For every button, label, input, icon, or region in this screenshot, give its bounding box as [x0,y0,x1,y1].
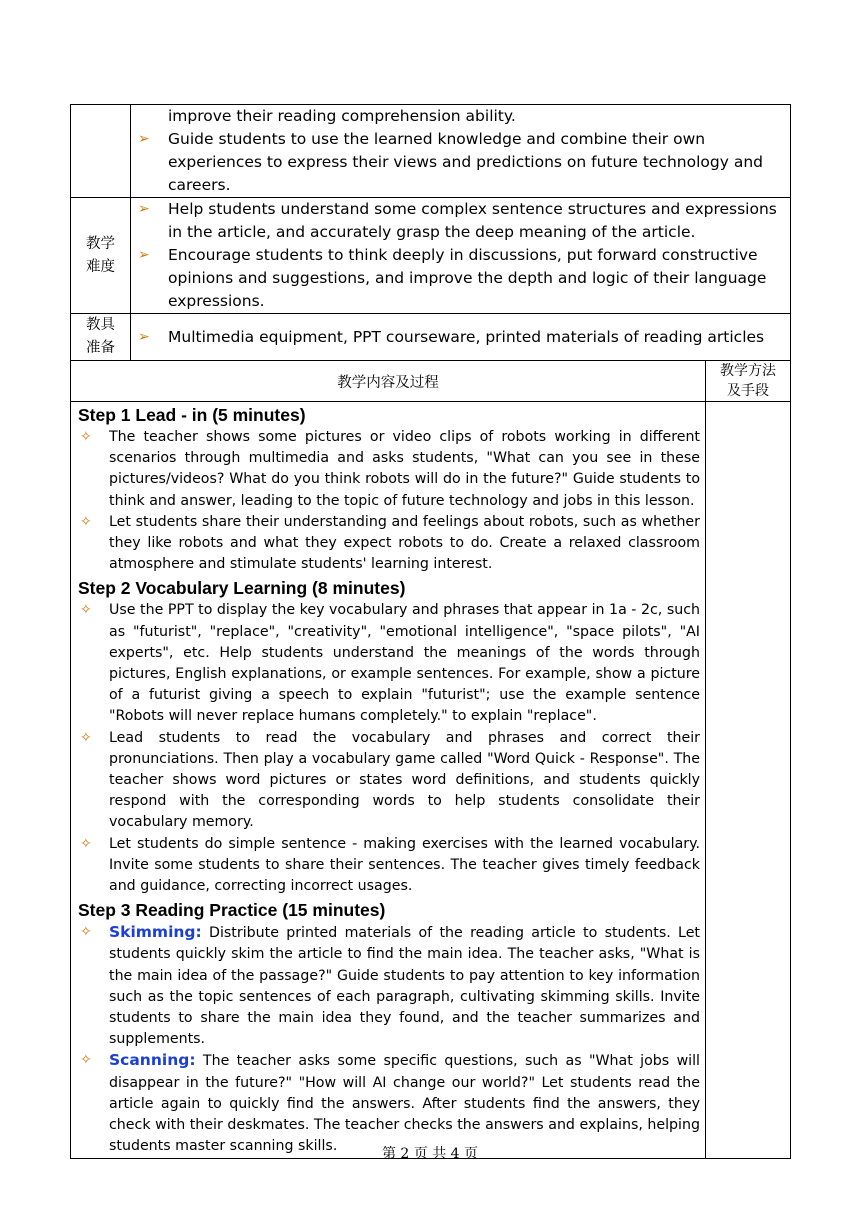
step-block [78,577,700,897]
objectives-content-cell [131,105,791,198]
arrow-bullet-icon: ➢ [138,328,150,345]
lesson-plan-table [70,104,791,1159]
preparation-label-line1: 教具 [86,317,115,333]
step-title: Step 1 Lead - in (5 minutes) [78,405,306,425]
step-item-text: Let students share their understanding and feelings about robots, such as whether they like robots and what they expect robots to do. Create a relaxed classroom atmosphere and stimulate students' learning interest. [109,513,700,573]
objectives-label-cell [71,105,131,198]
preparation-item-text: Multimedia equipment, PPT courseware, printed materials of reading articles [168,327,765,346]
step-item-text: Distribute printed materials of the reading article to students. Let students quickly skim the article to find the main idea. The teacher asks, "What is the main idea of the passage?" Guide students to pay attention to key information such as the topic sentences of each paragraph, cultivating skimming skills. Invite students to share the main idea they found, and the teacher summarizes and supplements. [109,925,700,1048]
objectives-row [71,105,791,198]
page-footer: 第 2 页 共 4 页 [381,1146,479,1162]
difficulties-content-cell [131,198,791,314]
diamond-bullet-icon: ✧ [80,602,92,619]
difficulties-label-cell [71,198,131,314]
diamond-bullet-icon: ✧ [80,1052,92,1069]
difficulties-row [71,198,791,314]
diamond-bullet-icon: ✧ [80,429,92,445]
step-item [78,512,700,576]
method-header-line2: 及手段 [727,383,769,399]
process-title: 教学内容及过程 [71,361,706,402]
difficulties-label-line1: 教学 [86,235,115,252]
step-item [78,922,700,1050]
process-header-row [71,361,791,402]
step-item-text: Use the PPT to display the key vocabulary and phrases that appear in 1a - 2c, such as "futurist", "replace", "creativity", "emotional intelligence", "space pilots", "AI experts", etc. Help students understand the meanings of the words through pictures, English explanations, or example sentences. For example, show a picture of a futurist giving a speech to explain "futurist"; use the example sentence "Robots will never replace humans completely." to explain "replace". [109,602,700,725]
method-content-cell [706,402,791,1159]
objectives-continuation-text: improve their reading comprehension ability. [168,107,516,125]
preparation-item [131,326,790,349]
step-block [78,899,700,1157]
diamond-bullet-icon: ✧ [80,835,92,852]
method-header [706,361,791,402]
step-title: Step 3 Reading Practice (15 minutes) [78,900,386,921]
step-title: Step 2 Vocabulary Learning (8 minutes) [78,578,406,599]
step-item-keyword: Scanning: [109,1051,196,1070]
preparation-content-cell [131,314,791,361]
difficulties-item [131,244,790,313]
step-item-text: The teacher asks some specific questions, such as "What jobs will disappear in the future?" "How will AI change our world?" Let students read the article again to quickly find the answers. After students find the answers, they check with their deskmates. The teacher checks the answers and explains, helping students master scanning skills. [109,1053,700,1155]
step-item-keyword: Skimming: [109,923,202,942]
step-item [78,1050,700,1157]
diamond-bullet-icon: ✧ [80,729,92,746]
arrow-bullet-icon: ➢ [138,201,150,217]
arrow-bullet-icon: ➢ [138,247,150,263]
difficulties-item-text: Help students understand some complex sentence structures and expressions in the article, and accurately grasp the deep meaning of the article. [168,200,777,241]
arrow-bullet-icon: ➢ [138,131,150,147]
difficulties-label-line2: 难度 [86,258,115,275]
step-item [78,427,700,512]
objectives-item [131,128,790,197]
step-item [78,728,700,834]
process-content-row [71,402,791,1159]
step-item-text: Lead students to read the vocabulary and phrases and correct their pronunciations. Then play a vocabulary game called "Word Quick - Response". The teacher shows word pictures or states word definitions, and students quickly respond with the corresponding words to help students consolidate their vocabulary memory. [109,729,700,831]
preparation-label-cell [71,314,131,361]
diamond-bullet-icon: ✧ [80,513,92,530]
preparation-row [71,314,791,361]
step-item [78,834,700,898]
step-item-text: The teacher shows some pictures or video clips of robots working in different scenarios through multimedia and asks students, "What can you see in these pictures/videos? What do you think robots will do in the future?" Guide students to think and answer, leading to the topic of future technology and jobs in this lesson. [109,429,700,509]
step-block [78,404,700,575]
step-item-text: Let students do simple sentence - making exercises with the learned vocabulary. Invite some students to share their sentences. The teacher gives timely feedback and guidance, correcting incorrect usages. [109,835,700,895]
process-content-cell [71,402,706,1159]
step-item [78,600,700,727]
objectives-item-text: Guide students to use the learned knowledge and combine their own experiences to express their views and predictions on future technology and careers. [168,130,763,194]
difficulties-item [131,198,790,244]
preparation-label-line2: 准备 [86,340,115,356]
difficulties-item-text: Encourage students to think deeply in discussions, put forward constructive opinions and suggestions, and improve the depth and logic of their language expressions. [168,246,767,310]
diamond-bullet-icon: ✧ [80,924,92,941]
method-header-line1: 教学方法 [720,363,776,379]
